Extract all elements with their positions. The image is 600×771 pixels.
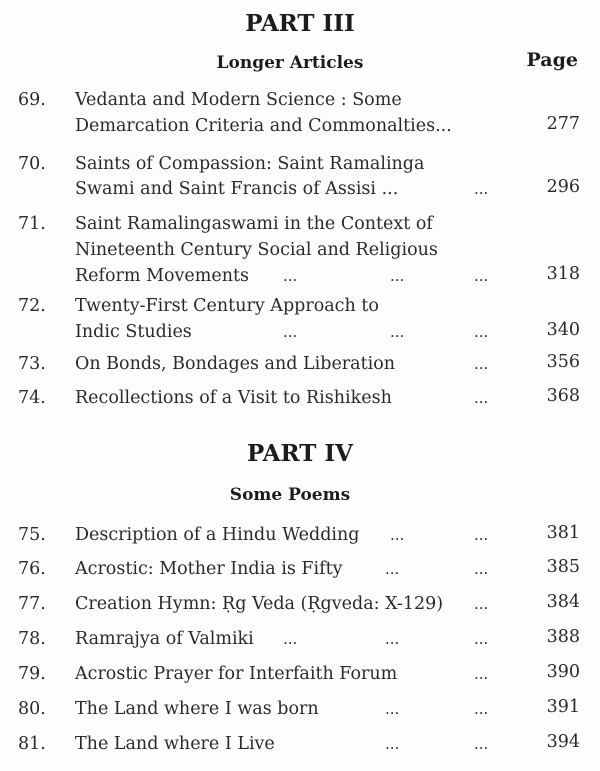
entry-title-line: Recollections of a Visit to Rishikesh	[75, 388, 392, 408]
entry-title-line: Indic Studies	[75, 322, 192, 342]
entry-number: 71.	[18, 214, 46, 234]
entry-title-line: Twenty-First Century Approach to	[75, 296, 379, 316]
page-number: 356	[546, 352, 580, 372]
entry-number: 69.	[18, 90, 46, 110]
entry-title-line: On Bonds, Bondages and Liberation	[75, 354, 396, 374]
entry-number: 74.	[18, 388, 46, 408]
entry-title-line: Description of a Hindu Wedding	[75, 525, 360, 545]
page-column-header: Page	[526, 49, 578, 71]
entry-number: 79.	[18, 664, 46, 684]
entry-number: 77.	[18, 594, 46, 614]
page-number: 394	[546, 732, 580, 752]
dot-leader: ...	[283, 267, 298, 285]
dot-leader: ...	[390, 526, 405, 544]
page-number: 391	[546, 697, 580, 717]
dot-leader: ...	[283, 323, 298, 341]
dot-leader: ...	[474, 700, 489, 718]
entry-number: 75.	[18, 525, 46, 545]
part-iv-subtitle: Some Poems	[229, 485, 351, 505]
entry-title-line: Saints of Compassion: Saint Ramalinga	[75, 154, 425, 174]
dot-leader: ...	[474, 665, 489, 683]
entry-title-line: Reform Movements	[75, 266, 250, 286]
dot-leader: ...	[474, 560, 489, 578]
entry-title-line: The Land where I Live	[75, 734, 275, 754]
page-number: 318	[546, 264, 580, 284]
entry-number: 72.	[18, 296, 46, 316]
entry-title-line: Creation Hymn: Ṛg Veda (Ṛgveda: X-129)	[75, 594, 444, 614]
part-iv-title: PART IV	[247, 440, 353, 467]
page-number: 384	[546, 592, 580, 612]
entry-number: 81.	[18, 734, 46, 754]
dot-leader: ...	[474, 267, 489, 285]
entry-title-line: Ramrajya of Valmiki	[75, 629, 254, 649]
dot-leader: ...	[474, 323, 489, 341]
page-number: 368	[546, 386, 580, 406]
dot-leader: ...	[385, 630, 400, 648]
page-number: 388	[546, 627, 580, 647]
entry-title-line: The Land where I was born	[75, 699, 319, 719]
dot-leader: ...	[474, 595, 489, 613]
dot-leader: ...	[474, 389, 489, 407]
entry-title-line: Saint Ramalingaswami in the Context of	[75, 214, 433, 234]
dot-leader: ...	[283, 630, 298, 648]
entry-number: 80.	[18, 699, 46, 719]
entry-number: 70.	[18, 154, 46, 174]
dot-leader: ...	[390, 323, 405, 341]
page-number: 390	[546, 662, 580, 682]
entry-title-line: Demarcation Criteria and Commonalties...	[75, 116, 452, 136]
part-iii-title: PART III	[245, 10, 355, 37]
entry-title-line: Nineteenth Century Social and Religious	[75, 240, 438, 260]
dot-leader: ...	[385, 700, 400, 718]
entry-number: 73.	[18, 354, 46, 374]
dot-leader: ...	[385, 560, 400, 578]
page-number: 277	[546, 114, 580, 134]
dot-leader: ...	[474, 180, 489, 198]
entry-number: 76.	[18, 559, 46, 579]
page-number: 340	[546, 320, 580, 340]
dot-leader: ...	[474, 735, 489, 753]
entry-title-line: Vedanta and Modern Science : Some	[75, 90, 402, 110]
page-number: 381	[546, 523, 580, 543]
dot-leader: ...	[385, 735, 400, 753]
dot-leader: ...	[474, 355, 489, 373]
entry-title-line: Acrostic: Mother India is Fifty	[75, 559, 343, 579]
entry-number: 78.	[18, 629, 46, 649]
page-number: 296	[546, 177, 580, 197]
dot-leader: ...	[390, 267, 405, 285]
entry-title-line: Acrostic Prayer for Interfaith Forum	[75, 664, 398, 684]
part-iii-subtitle: Longer Articles	[216, 53, 364, 73]
page-number: 385	[546, 557, 580, 577]
dot-leader: ...	[474, 630, 489, 648]
dot-leader: ...	[474, 526, 489, 544]
entry-title-line: Swami and Saint Francis of Assisi ...	[75, 179, 399, 199]
